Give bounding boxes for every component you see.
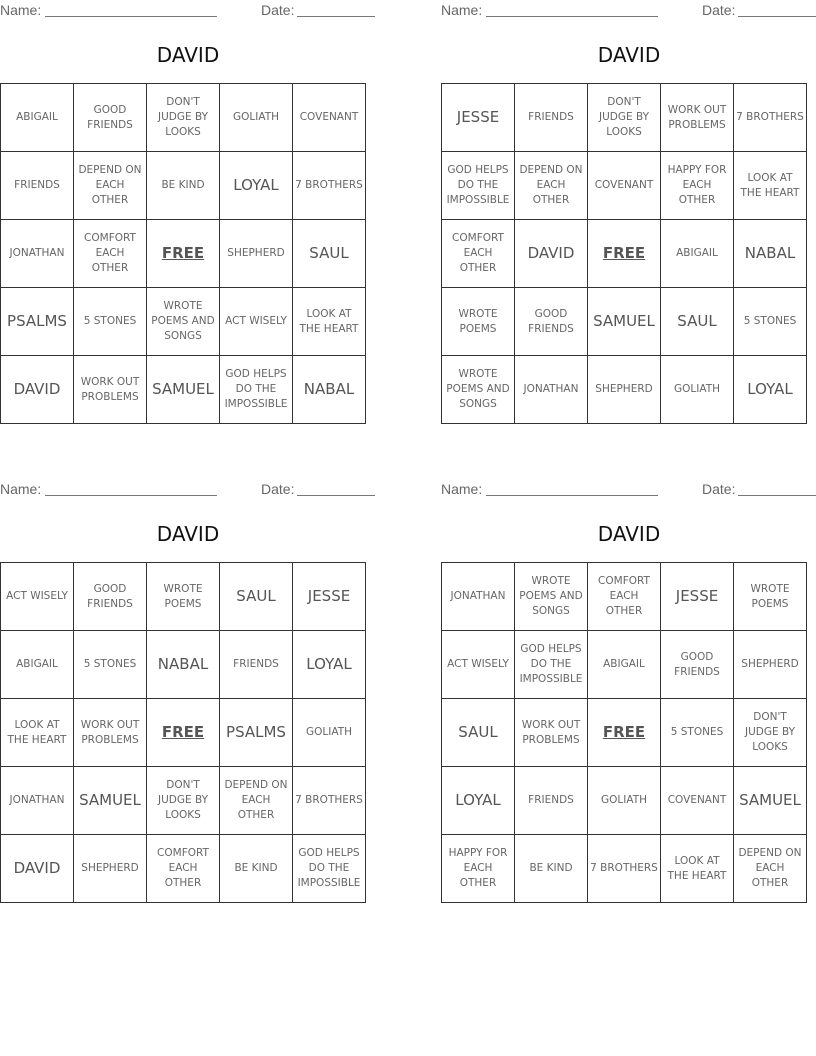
bingo-cell[interactable]: COVENANT — [661, 767, 734, 835]
bingo-card — [441, 0, 816, 436]
bingo-cell[interactable]: GOLIATH — [661, 356, 734, 424]
bingo-cell[interactable]: DEPEND ON EACH OTHER — [74, 152, 147, 220]
bingo-cell[interactable]: ABIGAIL — [588, 631, 661, 699]
bingo-cell[interactable]: GOOD FRIENDS — [661, 631, 734, 699]
grid-row — [442, 767, 807, 835]
bingo-cell[interactable]: LOOK AT THE HEART — [1, 699, 74, 767]
bingo-cell[interactable]: COVENANT — [588, 152, 661, 220]
bingo-cell[interactable]: JONATHAN — [1, 767, 74, 835]
bingo-cell[interactable]: DEPEND ON EACH OTHER — [220, 767, 293, 835]
bingo-cell[interactable]: DON'T JUDGE BY LOOKS — [147, 84, 220, 152]
bingo-cell[interactable]: ACT WISELY — [1, 563, 74, 631]
bingo-cell[interactable]: SHEPHERD — [588, 356, 661, 424]
bingo-cell[interactable]: SAMUEL — [734, 767, 807, 835]
bingo-cell[interactable]: GOOD FRIENDS — [515, 288, 588, 356]
bingo-cell[interactable]: GOD HELPS DO THE IMPOSSIBLE — [515, 631, 588, 699]
bingo-cell[interactable]: PSALMS — [1, 288, 74, 356]
bingo-cell[interactable]: DON'T JUDGE BY LOOKS — [588, 84, 661, 152]
grid-row — [442, 356, 807, 424]
bingo-cell[interactable]: GOD HELPS DO THE IMPOSSIBLE — [293, 835, 366, 903]
bingo-cell[interactable]: HAPPY FOR EACH OTHER — [661, 152, 734, 220]
bingo-cell[interactable]: DEPEND ON EACH OTHER — [515, 152, 588, 220]
bingo-cell[interactable]: SAUL — [220, 563, 293, 631]
bingo-cell[interactable]: DAVID — [1, 356, 74, 424]
name-label: Name: — [441, 481, 483, 497]
bingo-cell[interactable]: SHEPHERD — [220, 220, 293, 288]
bingo-cell[interactable]: JONATHAN — [515, 356, 588, 424]
bingo-cell[interactable]: 7 BROTHERS — [588, 835, 661, 903]
name-date-row — [441, 479, 816, 501]
bingo-cell[interactable]: PSALMS — [220, 699, 293, 767]
bingo-cell[interactable]: GOOD FRIENDS — [74, 563, 147, 631]
bingo-cell[interactable]: 5 STONES — [734, 288, 807, 356]
free-space[interactable]: FREE — [147, 699, 220, 767]
bingo-cell[interactable]: GOLIATH — [293, 699, 366, 767]
card-title: DAVID — [156, 43, 220, 67]
bingo-cell[interactable]: ABIGAIL — [661, 220, 734, 288]
name-field[interactable] — [486, 16, 658, 17]
bingo-cell[interactable]: LOOK AT THE HEART — [734, 152, 807, 220]
grid-row — [1, 767, 366, 835]
bingo-cell[interactable]: DEPEND ON EACH OTHER — [734, 835, 807, 903]
bingo-cell[interactable]: COMFORT EACH OTHER — [147, 835, 220, 903]
bingo-cell[interactable]: DON'T JUDGE BY LOOKS — [147, 767, 220, 835]
bingo-grid — [441, 83, 807, 424]
bingo-cell[interactable]: GOD HELPS DO THE IMPOSSIBLE — [442, 152, 515, 220]
bingo-cell[interactable]: JESSE — [293, 563, 366, 631]
date-label: Date: — [261, 481, 295, 497]
bingo-cell[interactable]: JESSE — [442, 84, 515, 152]
bingo-cell[interactable]: HAPPY FOR EACH OTHER — [442, 835, 515, 903]
bingo-cell[interactable]: WORK OUT PROBLEMS — [74, 699, 147, 767]
bingo-cell[interactable]: WROTE POEMS — [734, 563, 807, 631]
grid-row — [442, 84, 807, 152]
bingo-cell[interactable]: 5 STONES — [74, 631, 147, 699]
name-field[interactable] — [45, 16, 217, 17]
bingo-card — [0, 0, 376, 436]
date-field[interactable] — [738, 495, 816, 496]
bingo-cell[interactable]: WROTE POEMS — [147, 563, 220, 631]
bingo-cell[interactable]: ACT WISELY — [220, 288, 293, 356]
bingo-cell[interactable]: JESSE — [661, 563, 734, 631]
grid-row — [442, 288, 807, 356]
bingo-cell[interactable]: BE KIND — [147, 152, 220, 220]
bingo-cell[interactable]: WORK OUT PROBLEMS — [74, 356, 147, 424]
bingo-cell[interactable]: GOLIATH — [220, 84, 293, 152]
grid-row — [1, 835, 366, 903]
bingo-cell[interactable]: LOOK AT THE HEART — [293, 288, 366, 356]
bingo-cell[interactable]: WROTE POEMS AND SONGS — [515, 563, 588, 631]
bingo-cell[interactable]: WROTE POEMS — [442, 288, 515, 356]
name-date-row — [441, 0, 816, 22]
bingo-cell[interactable]: DAVID — [515, 220, 588, 288]
free-space[interactable]: FREE — [588, 220, 661, 288]
bingo-cell[interactable]: WORK OUT PROBLEMS — [515, 699, 588, 767]
bingo-cell[interactable]: 7 BROTHERS — [293, 767, 366, 835]
name-label: Name: — [0, 2, 42, 18]
bingo-cell[interactable]: 7 BROTHERS — [734, 84, 807, 152]
bingo-card — [0, 479, 376, 915]
name-date-row — [0, 479, 376, 501]
bingo-cell[interactable]: SAUL — [661, 288, 734, 356]
grid-row — [442, 631, 807, 699]
bingo-cell[interactable]: COMFORT EACH OTHER — [74, 220, 147, 288]
date-label: Date: — [702, 2, 736, 18]
grid-row — [1, 563, 366, 631]
bingo-cell[interactable]: FRIENDS — [1, 152, 74, 220]
bingo-cell[interactable]: SAMUEL — [74, 767, 147, 835]
bingo-cell[interactable]: GOD HELPS DO THE IMPOSSIBLE — [220, 356, 293, 424]
date-field[interactable] — [297, 16, 375, 17]
bingo-cell[interactable]: COMFORT EACH OTHER — [442, 220, 515, 288]
grid-row — [442, 152, 807, 220]
grid-row — [1, 631, 366, 699]
date-field[interactable] — [738, 16, 816, 17]
name-field[interactable] — [45, 495, 217, 496]
bingo-cell[interactable]: COVENANT — [293, 84, 366, 152]
bingo-card — [441, 479, 816, 915]
bingo-cell[interactable]: ABIGAIL — [1, 84, 74, 152]
grid-row — [1, 356, 366, 424]
bingo-cell[interactable]: FRIENDS — [220, 631, 293, 699]
bingo-cell[interactable]: DON'T JUDGE BY LOOKS — [734, 699, 807, 767]
bingo-cell[interactable]: 7 BROTHERS — [293, 152, 366, 220]
bingo-cell[interactable]: LOYAL — [293, 631, 366, 699]
bingo-cell[interactable]: FRIENDS — [515, 84, 588, 152]
bingo-cell[interactable]: GOOD FRIENDS — [74, 84, 147, 152]
bingo-cell[interactable]: 5 STONES — [74, 288, 147, 356]
bingo-cell[interactable]: LOYAL — [220, 152, 293, 220]
grid-row — [1, 152, 366, 220]
free-space[interactable]: FREE — [588, 699, 661, 767]
bingo-grid — [441, 562, 807, 903]
bingo-cell[interactable]: ABIGAIL — [1, 631, 74, 699]
grid-row — [1, 699, 366, 767]
bingo-cell[interactable]: LOYAL — [734, 356, 807, 424]
date-label: Date: — [261, 2, 295, 18]
bingo-grid — [0, 83, 366, 424]
date-field[interactable] — [297, 495, 375, 496]
bingo-cell[interactable]: GOLIATH — [588, 767, 661, 835]
grid-row — [1, 288, 366, 356]
bingo-cell[interactable]: NABAL — [734, 220, 807, 288]
bingo-cell[interactable]: SAUL — [442, 699, 515, 767]
name-date-row — [0, 0, 376, 22]
grid-row — [442, 220, 807, 288]
card-title: DAVID — [597, 522, 661, 546]
grid-row — [442, 699, 807, 767]
bingo-cell[interactable]: SAUL — [293, 220, 366, 288]
bingo-cell[interactable]: DAVID — [1, 835, 74, 903]
bingo-cell[interactable]: 5 STONES — [661, 699, 734, 767]
date-label: Date: — [702, 481, 736, 497]
bingo-cell[interactable]: BE KIND — [515, 835, 588, 903]
bingo-cell[interactable]: FRIENDS — [515, 767, 588, 835]
bingo-cell[interactable]: LOYAL — [442, 767, 515, 835]
bingo-cell[interactable]: WROTE POEMS AND SONGS — [147, 288, 220, 356]
bingo-cell[interactable]: JONATHAN — [1, 220, 74, 288]
bingo-cell[interactable]: LOOK AT THE HEART — [661, 835, 734, 903]
grid-row — [1, 220, 366, 288]
bingo-cell[interactable]: JONATHAN — [442, 563, 515, 631]
bingo-cell[interactable]: SHEPHERD — [74, 835, 147, 903]
name-field[interactable] — [486, 495, 658, 496]
card-title: DAVID — [156, 522, 220, 546]
bingo-grid — [0, 562, 366, 903]
bingo-cell[interactable]: NABAL — [147, 631, 220, 699]
bingo-cell[interactable]: SAMUEL — [588, 288, 661, 356]
bingo-cell[interactable]: SAMUEL — [147, 356, 220, 424]
name-label: Name: — [441, 2, 483, 18]
grid-row — [1, 84, 366, 152]
bingo-cell[interactable]: WORK OUT PROBLEMS — [661, 84, 734, 152]
bingo-cell[interactable]: BE KIND — [220, 835, 293, 903]
name-label: Name: — [0, 481, 42, 497]
card-title: DAVID — [597, 43, 661, 67]
bingo-cell[interactable]: COMFORT EACH OTHER — [588, 563, 661, 631]
bingo-cell[interactable]: NABAL — [293, 356, 366, 424]
bingo-cell[interactable]: ACT WISELY — [442, 631, 515, 699]
free-space[interactable]: FREE — [147, 220, 220, 288]
grid-row — [442, 563, 807, 631]
bingo-cell[interactable]: WROTE POEMS AND SONGS — [442, 356, 515, 424]
bingo-cell[interactable]: SHEPHERD — [734, 631, 807, 699]
grid-row — [442, 835, 807, 903]
